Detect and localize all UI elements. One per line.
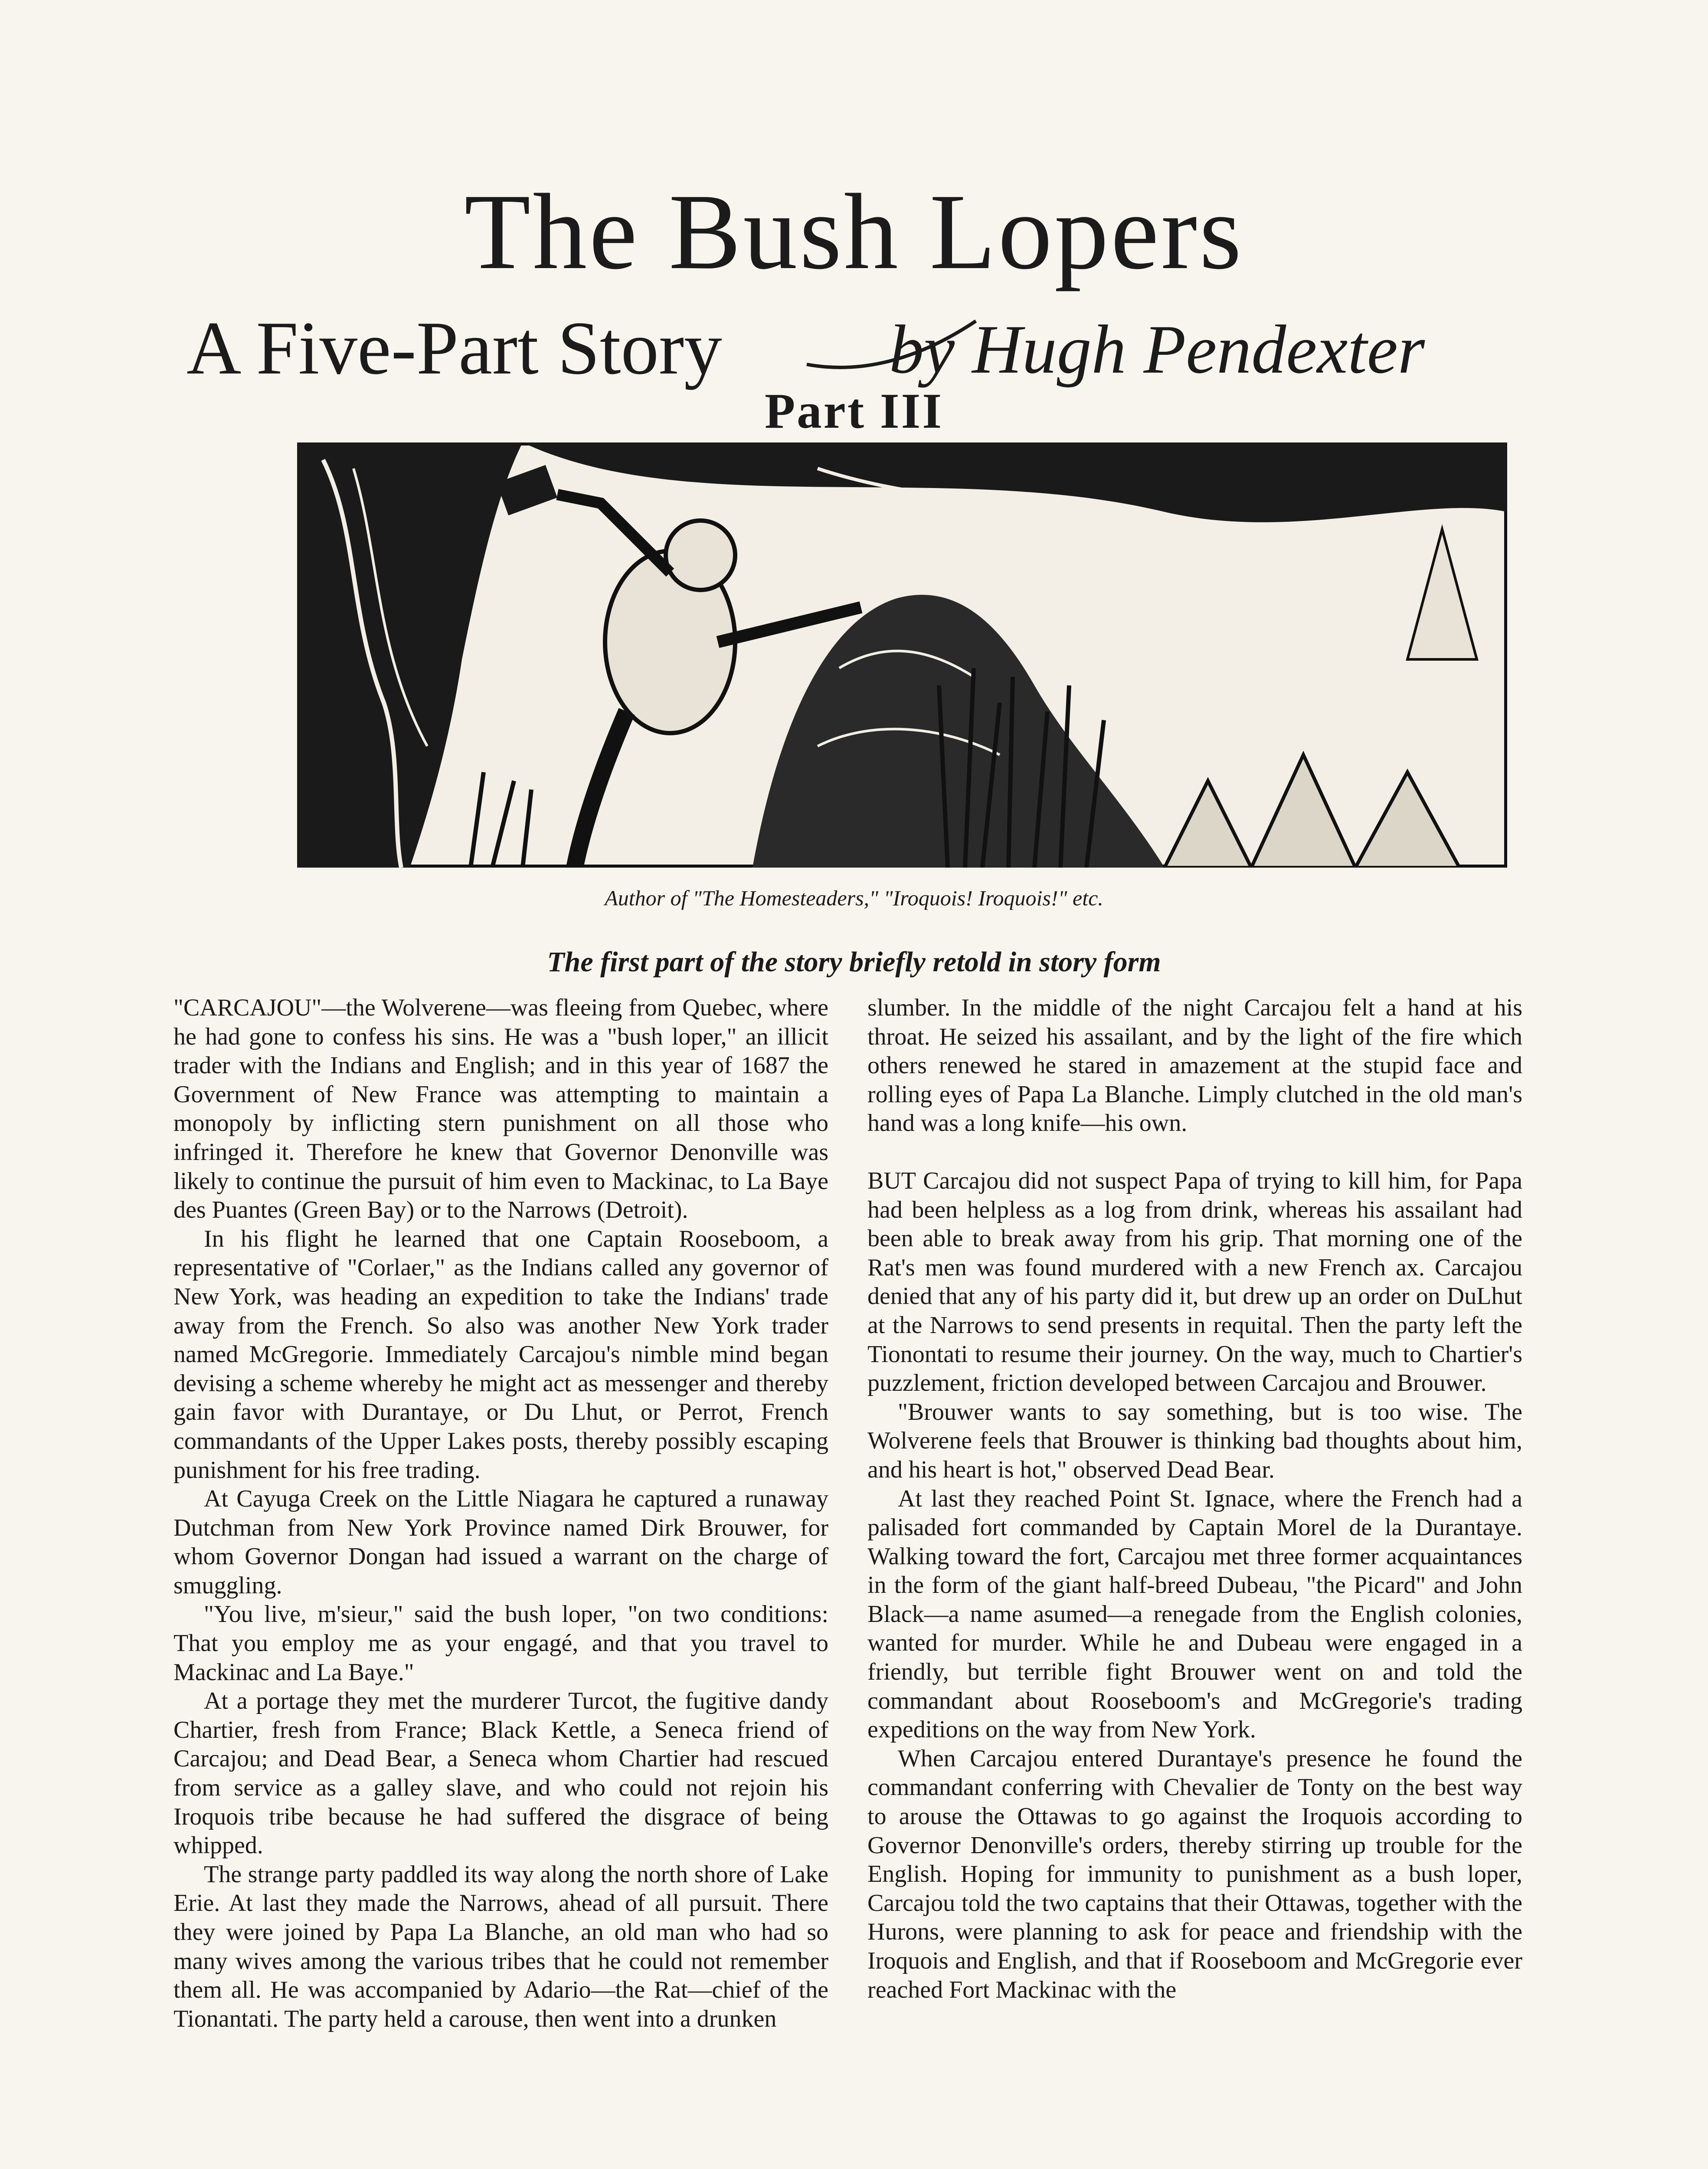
paragraph: "Brouwer wants to say something, but is too wise. The Wolverene feels that Brouwer is thinking bad thoughts about him, and his heart is hot," observed Dead Bear. (867, 1398, 1522, 1483)
paragraph: The strange party paddled its way along the north shore of Lake Erie. At last they made the Narrows, ahead of all pursuit. There they were joined by Papa La Blanche, an old man who had so many wives among the various tribes that he could not remember them all. He was accompanied by Adario—the Rat—chief of the Tionantati. The party held a carouse, then went into a drunken (173, 1861, 828, 2032)
author-caption: Author of "The Homesteaders," "Iroquois! Iroquois!" etc. (605, 886, 1103, 910)
paragraph: slumber. In the middle of the night Carcajou felt a hand at his throat. He seized his assailant, and by the light of the fire which others renewed he stared in amazement at the stupid face and rolling eyes of Papa La Blanche. Limply clutched in the old man's hand was a long knife—his own. (867, 994, 1522, 1137)
story-part: Part III (764, 383, 944, 439)
text-column-right (867, 993, 1522, 2169)
paragraph: "CARCAJOU"—the Wolverene—was fleeing from Quebec, where he had gone to confess his sins. He was a "bush loper," an illicit trader with the Indians and English; and in this year of 1687 the Government of New France was attempting to maintain a monopoly by inflicting stern punishment on all those who infringed it. Therefore he knew that Governor Denonville was likely to continue the pursuit of him even to Mackinac, to La Baye des Puantes (Green Bay) or to the Narrows (Detroit). (173, 994, 828, 1224)
story-title: The Bush Lopers (464, 172, 1244, 292)
paragraph: At a portage they met the murderer Turcot, the fugitive dandy Chartier, fresh from France; Black Kettle, a Seneca friend of Carcajou; and Dead Bear, a Seneca whom Chartier had rescued from service as a galley slave, and who could not rejoin his Iroquois tribe because he had suffered the disgrace of being whipped. (173, 1687, 828, 1859)
paragraph: When Carcajou entered Durantaye's presence he found the commandant conferring with Chevalier de Tonty on the best way to arouse the Ottawas to go against the Iroquois according to Governor Denonville's orders, thereby stirring up trouble for the English. Hoping for immunity to punishment as a bush loper, Carcajou told the two captains that their Ottawas, together with the Hurons, were planning to ask for peace and friendship with the Iroquois and English, and that if Rooseboom and McGregorie ever reached Fort Mackinac with the (867, 1745, 1522, 2003)
paragraph: In his flight he learned that one Captain Rooseboom, a representative of "Corlaer," as the Indians called any governor of New York, was heading an expedition to take the Indians' trade away from the French. So also was another New York trader named McGregorie. Immediately Carcajou's nimble mind began devising a scheme whereby he might act as messenger and thereby gain favor with Durantaye, or Du Lhut, or Perrot, French commandants of the Upper Lakes posts, thereby possibly escaping punishment for his free trading. (173, 1225, 828, 1484)
paragraph: "You live, m'sieur," said the bush loper, "on two conditions: That you employ me as your engagé, and that you travel to Mackinac and La Baye." (173, 1601, 828, 1686)
story-subtitle: A Five-Part Story (187, 306, 722, 390)
text-column-left (173, 993, 828, 2169)
woodcut-illustration (297, 442, 1507, 868)
paragraph: BUT Carcajou did not suspect Papa of trying to kill him, for Papa had been helpless as a log from drink, whereas his assailant had been able to break away from his grip. That morning one of the Rat's men was found murdered with a new French ax. Carcajou denied that any of his party did it, but drew up an order on DuLhut at the Narrows to send presents in requital. Then the party left the Tionontati to resume their journey. On the way, much to Chartier's puzzlement, friction developed between Carcajou and Brouwer. (867, 1167, 1522, 1397)
story-byline: by Hugh Pendexter (889, 311, 1425, 388)
synopsis-heading: The first part of the story briefly retold in story form (547, 946, 1161, 978)
paragraph: At last they reached Point St. Ignace, where the French had a palisaded fort commanded by Captain Morel de la Durantaye. Walking toward the fort, Carcajou met three former acquaintances in the form of the giant half-breed Dubeau, "the Picard" and John Black—a name asumed—a renegade from the English colonies, wanted for murder. While he and Dubeau were engaged in a friendly, but terrible fight Brouwer went on and told the commandant about Rooseboom's and McGregorie's trading expeditions on the way from New York. (867, 1485, 1522, 1743)
paragraph: At Cayuga Creek on the Little Niagara he captured a runaway Dutchman from New York Province named Dirk Brouwer, for whom Governor Dongan had issued a warrant on the charge of smuggling. (173, 1485, 828, 1599)
